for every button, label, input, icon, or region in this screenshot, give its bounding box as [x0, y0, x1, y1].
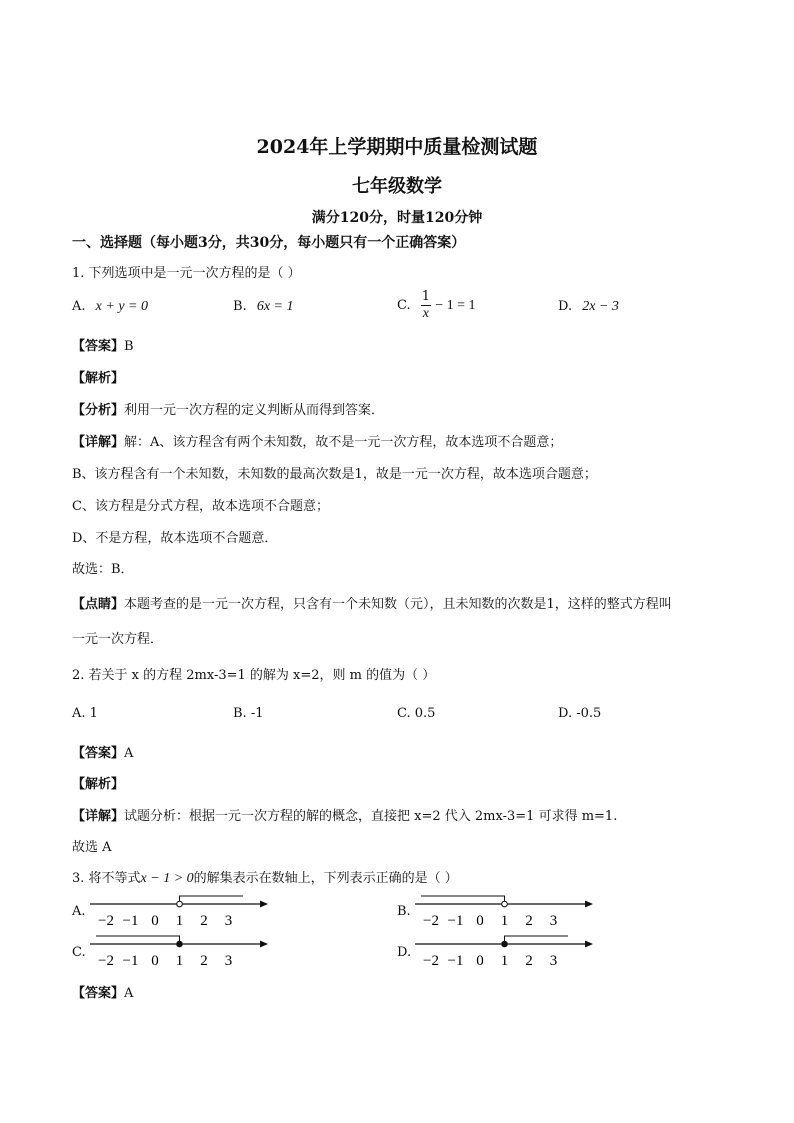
fraction-numerator: 1 [421, 289, 431, 304]
option-expr: 6x = 1 [256, 299, 294, 314]
section-heading: 一、选择题（每小题3分，共30分，每小题只有一个正确答案） [72, 235, 466, 251]
option-label: D. [558, 299, 573, 314]
option-label: B. [233, 299, 247, 314]
q1-line-c: C、该方程是分式方程，故本选项不合题意； [72, 499, 329, 514]
q1-detail [72, 431, 562, 450]
tick-label: 3 [549, 913, 558, 929]
q3-numberline-c [88, 932, 270, 972]
tick-label: 3 [224, 913, 233, 929]
closed-dot [177, 941, 183, 947]
answer-tag: 【答案】 [72, 986, 125, 1001]
q3-numberline-a [88, 892, 270, 932]
tick-label: 3 [224, 953, 233, 969]
option-label: C. [397, 298, 411, 313]
answer-value: A [124, 746, 134, 761]
q1-dianjing [72, 593, 672, 612]
axis-arrow [585, 901, 593, 908]
tick-label: −2 [98, 913, 114, 929]
analysis-tag: 【解析】 [72, 371, 125, 386]
dianjing-text: 本题考查的是一元一次方程，只含有一个未知数（元），且未知数的次数是1，这样的整式方程叫 [124, 597, 672, 612]
tick-label: −1 [122, 913, 139, 929]
closed-dot [502, 941, 508, 947]
q2-option-a: A. 1 [72, 706, 98, 721]
detail-text: 试题分析：根据一元一次方程的解的概念，直接把 x=2 代入 2mx-3=1 可求得 m=1. [124, 809, 618, 824]
q1-stem: 1. 下列选项中是一元一次方程的是（ ） [72, 266, 301, 281]
option-label: A. [72, 299, 86, 314]
answer-value: B [124, 339, 134, 354]
page-title: 2024年上学期期中质量检测试题 [256, 136, 538, 158]
tick-label: 3 [549, 953, 558, 969]
q1-line-d: D、不是方程，故本选项不合题意． [72, 531, 278, 546]
detail-text: 解：A、该方程含有两个未知数，故不是一元一次方程，故本选项不合题意； [124, 435, 563, 450]
q1-fenxi [72, 399, 384, 418]
solution-ray [421, 896, 505, 904]
fenxi-text: 利用一元一次方程的定义判断从而得到答案． [124, 403, 385, 418]
dianjing-tag: 【点睛】 [72, 597, 125, 612]
axis-arrow [260, 941, 268, 948]
solution-ray [180, 896, 244, 904]
q2-choice: 故选 A [72, 840, 112, 855]
tick-label: −1 [447, 953, 464, 969]
q1-option-a [72, 299, 148, 315]
tick-label: 1 [500, 913, 509, 929]
tick-label: −2 [423, 953, 439, 969]
q2-detail [72, 805, 617, 824]
q1-line-b: B、该方程含有一个未知数，未知数的最高次数是1，故是一元一次方程，故本选项合题意； [72, 467, 597, 482]
q2-option-c: C. 0.5 [397, 706, 436, 721]
q1-option-d [558, 299, 619, 315]
option-expr: − 1 = 1 [435, 298, 476, 313]
analysis-tag: 【解析】 [72, 777, 125, 792]
fraction-denominator: x [422, 306, 430, 321]
tick-label: −2 [98, 953, 114, 969]
tick-label: 2 [200, 913, 208, 929]
tick-label: 0 [476, 953, 484, 969]
tick-label: 2 [525, 913, 533, 929]
tick-label: 1 [500, 953, 509, 969]
detail-tag: 【详解】 [72, 809, 125, 824]
subject-title: 七年级数学 [352, 176, 442, 197]
tick-label: 0 [151, 953, 159, 969]
tick-label: 0 [476, 913, 484, 929]
solution-ray [505, 936, 569, 944]
axis-arrow [260, 901, 268, 908]
stem-inequality: x − 1 > 0 [140, 871, 194, 886]
option-expr: 2x − 3 [582, 299, 619, 314]
solution-ray [96, 936, 180, 944]
answer-tag: 【答案】 [72, 339, 125, 354]
tick-label: 2 [200, 953, 208, 969]
fraction [421, 289, 431, 322]
q1-dianjing-line2: 一元一次方程． [72, 632, 164, 647]
tick-label: 1 [175, 913, 184, 929]
answer-tag: 【答案】 [72, 746, 125, 761]
q1-option-b [233, 299, 294, 315]
q1-answer [72, 335, 134, 354]
stem-prefix: 3. 将不等式 [72, 871, 141, 886]
q3-numberline-d [413, 932, 595, 972]
detail-tag: 【详解】 [72, 435, 125, 450]
q1-analysis-tag [72, 367, 124, 386]
tick-label: −1 [447, 913, 464, 929]
q1-option-c [397, 289, 475, 322]
tick-label: −2 [423, 913, 439, 929]
tick-label: 2 [525, 953, 533, 969]
q3-option-d-label: D. [397, 945, 412, 960]
tick-label: 1 [175, 953, 184, 969]
tick-label: 0 [151, 913, 159, 929]
axis-arrow [585, 941, 593, 948]
answer-value: A [124, 986, 134, 1001]
q3-numberline-b [413, 892, 595, 932]
q2-option-d: D. -0.5 [558, 706, 602, 721]
q3-stem [72, 867, 458, 887]
q3-option-b-label: B. [397, 904, 411, 919]
stem-suffix: 的解集表示在数轴上，下列表示正确的是（ ） [193, 871, 458, 886]
open-dot [177, 901, 183, 907]
tick-label: −1 [122, 953, 139, 969]
q3-option-a-label: A. [72, 904, 86, 919]
option-expr: x + y = 0 [95, 299, 148, 314]
score-info: 满分120分，时量120分钟 [311, 210, 483, 226]
q2-option-b: B. -1 [233, 706, 264, 721]
open-dot [502, 901, 508, 907]
q2-analysis-tag [72, 773, 124, 792]
q2-stem: 2. 若关于 x 的方程 2mx-3=1 的解为 x=2，则 m 的值为（ ） [72, 668, 436, 683]
q3-answer [72, 982, 133, 1001]
q1-choice: 故选：B． [72, 562, 134, 577]
fenxi-tag: 【分析】 [72, 403, 125, 418]
q3-option-c-label: C. [72, 945, 86, 960]
q2-answer [72, 742, 133, 761]
